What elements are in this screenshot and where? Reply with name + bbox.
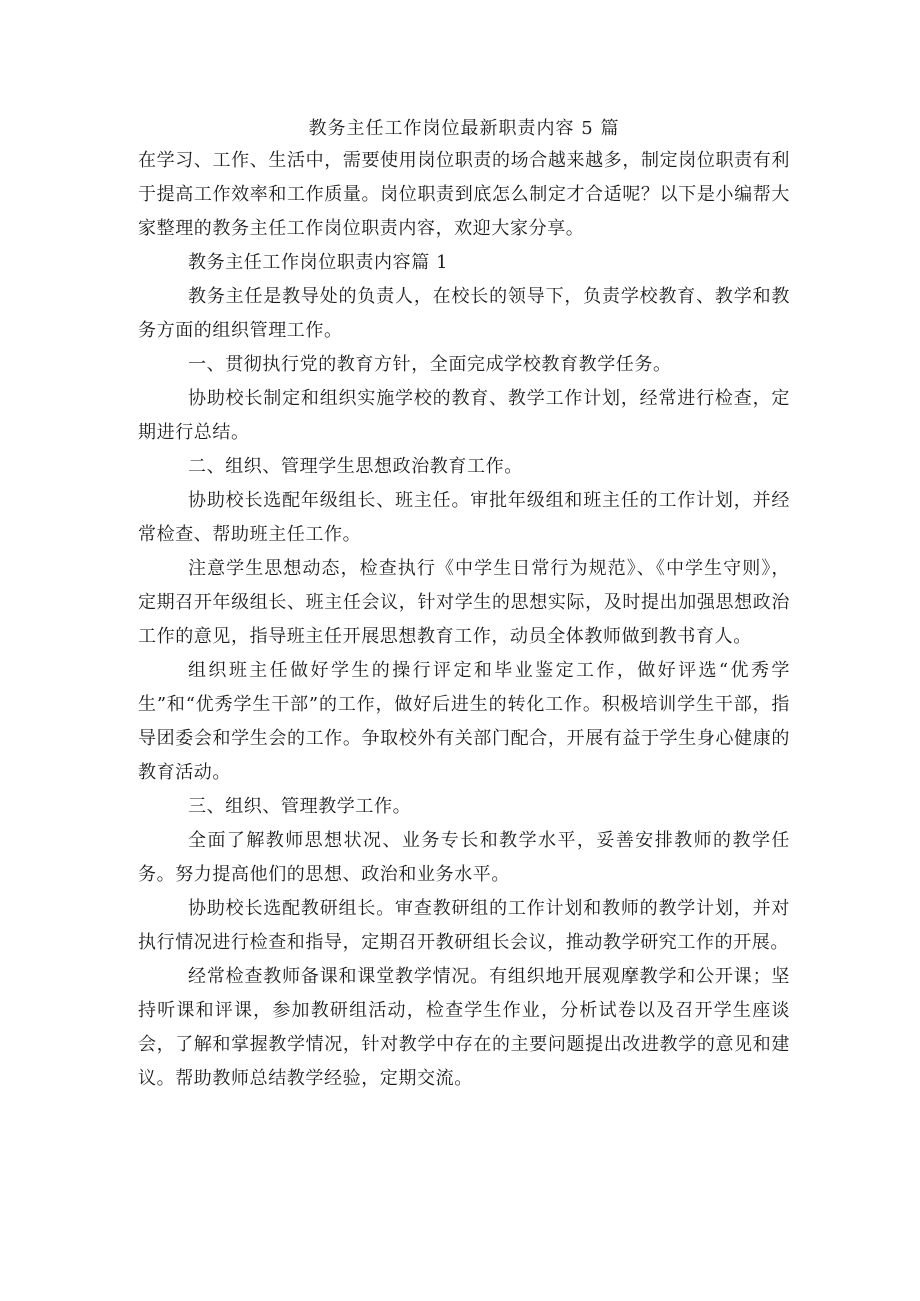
body-paragraph: 注意学生思想动态，检查执行《中学生日常行为规范》、《中学生守则》，定期召开年级组长、班主任会议，针对学生的思想实际，及时提出加强思想政治工作的意见，指导班主任开展思想教育工作，动员全体教师做到教书育人。: [138, 558, 790, 647]
body-paragraph: 协助校长选配教研组长。审查教研组的工作计划和教师的教学计划，并对执行情况进行检查和指导，定期召开教研组长会议，推动教学研究工作的开展。: [138, 898, 790, 953]
document-body: [138, 114, 790, 1096]
body-paragraph: 协助校长选配年级组长、班主任。审批年级组和班主任的工作计划，并经常检查、帮助班主任工作。: [138, 490, 790, 545]
intro-paragraph: 在学习、工作、生活中，需要使用岗位职责的场合越来越多，制定岗位职责有利于提高工作效率和工作质量。岗位职责到底怎么制定才合适呢？以下是小编帮大家整理的教务主任工作岗位职责内容，欢迎大家分享。: [138, 150, 790, 239]
body-paragraph: 教务主任是教导处的负责人，在校长的领导下，负责学校教育、教学和教务方面的组织管理工作。: [138, 286, 790, 341]
section-heading-1: 教务主任工作岗位职责内容篇 1: [188, 252, 449, 273]
body-paragraph: 经常检查教师备课和课堂教学情况。有组织地开展观摩教学和公开课；坚持听课和评课，参加教研组活动，检查学生作业，分析试卷以及召开学生座谈会，了解和掌握教学情况，针对教学中存在的主要问题提出改进教学的意见和建议。帮助教师总结教学经验，定期交流。: [138, 966, 790, 1089]
body-paragraph: 全面了解教师思想状况、业务专长和教学水平，妥善安排教师的教学任务。努力提高他们的思想、政治和业务水平。: [138, 830, 790, 885]
clause-heading-2: 二、组织、管理学生思想政治教育工作。: [188, 456, 523, 477]
body-paragraph: 组织班主任做好学生的操行评定和毕业鉴定工作，做好评选“优秀学生”和“优秀学生干部”的工作，做好后进生的转化工作。积极培训学生干部，指导团委会和学生会的工作。争取校外有关部门配合，开展有益于学生身心健康的教育活动。: [138, 660, 790, 783]
clause-heading-3: 三、组织、管理教学工作。: [188, 796, 412, 817]
document-title: 教务主任工作岗位最新职责内容 5 篇: [308, 118, 620, 139]
clause-heading-1: 一、贯彻执行党的教育方针，全面完成学校教育教学任务。: [188, 354, 672, 375]
body-paragraph: 协助校长制定和组织实施学校的教育、教学工作计划，经常进行检查，定期进行总结。: [138, 388, 790, 443]
